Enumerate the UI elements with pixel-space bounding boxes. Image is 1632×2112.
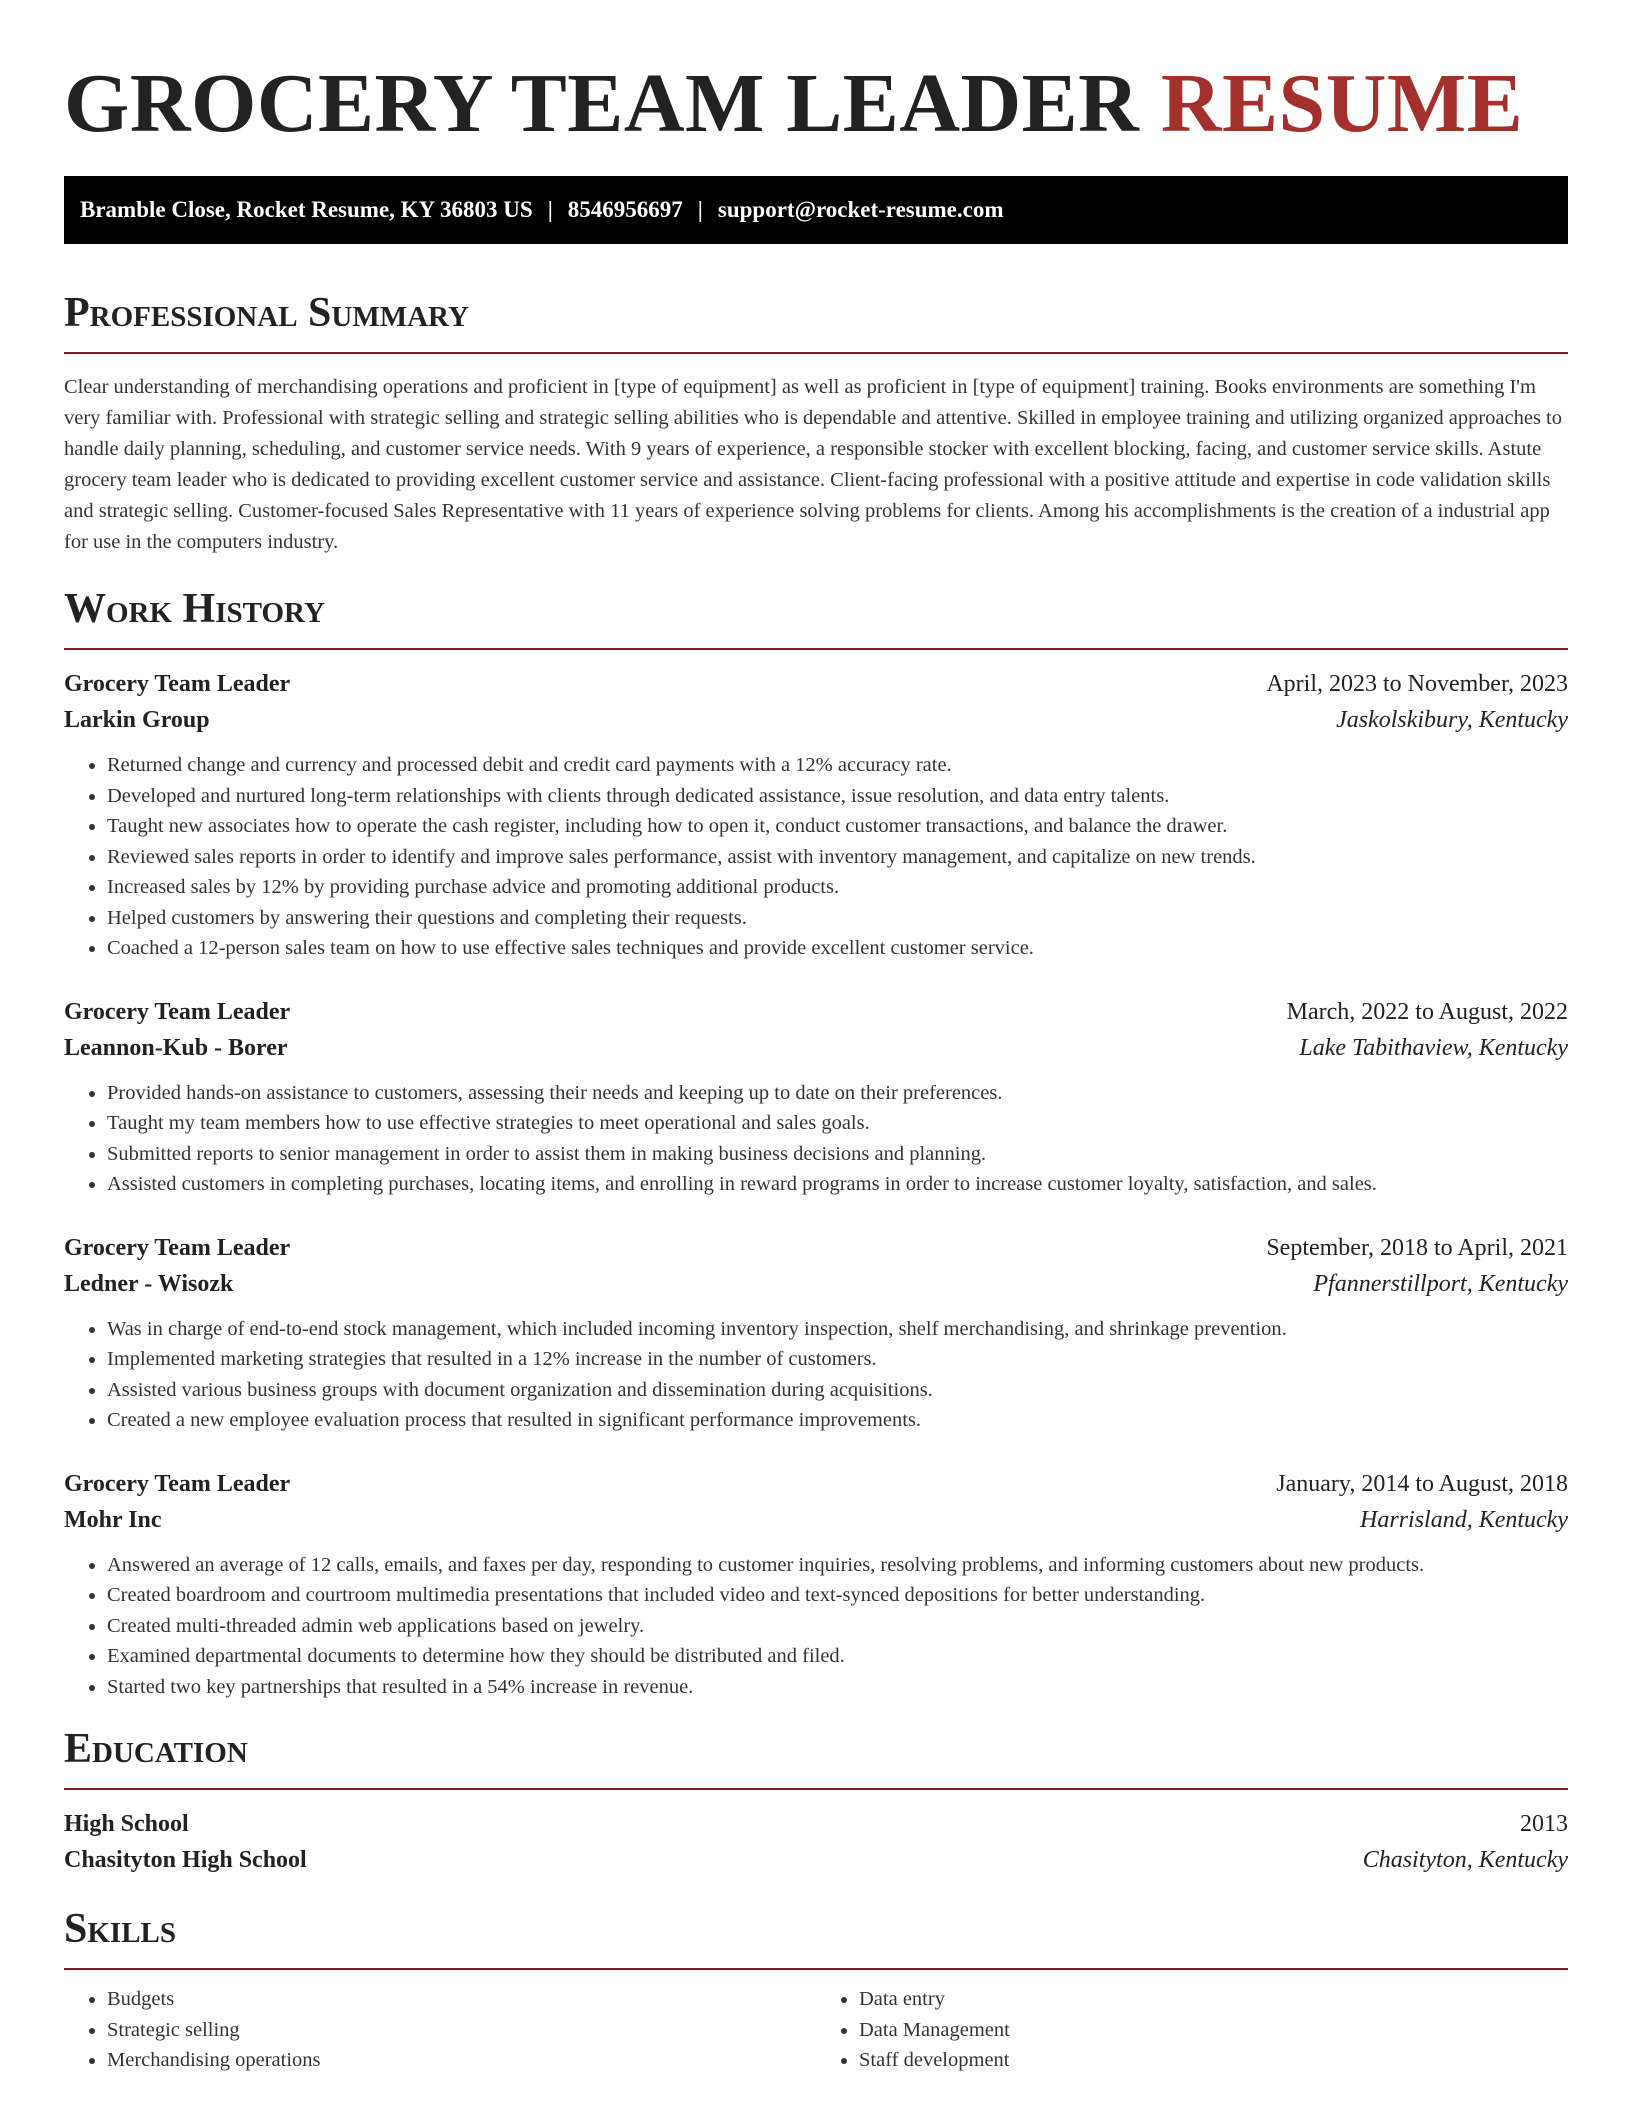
education-year: 2013 <box>1520 1811 1568 1837</box>
job-title: Grocery Team Leader <box>64 1234 291 1261</box>
education-location: Chasityton, Kentucky <box>1362 1847 1568 1873</box>
job-bullet: • Created boardroom and courtroom multimedia presentations that included video and text-synced depositions for better understanding. <box>107 1580 1568 1611</box>
education-degree: High School <box>64 1811 189 1837</box>
job-bullets <box>64 1078 1568 1200</box>
job-entry <box>64 1466 1568 1703</box>
skills-heading: Skills <box>64 1906 177 1952</box>
education-row <box>64 1842 1568 1878</box>
job-header-row <box>64 1230 1568 1266</box>
job-list <box>64 666 1568 1702</box>
skill-item: • Data entry <box>859 1984 1568 2015</box>
job-company: Ledner - Wisozk <box>64 1270 234 1297</box>
job-bullet: • Provided hands-on assistance to customers, assessing their needs and keeping up to date on their preferences. <box>107 1078 1568 1109</box>
job-bullet: • Created multi-threaded admin web applications based on jewelry. <box>107 1611 1568 1642</box>
job-bullets <box>64 1550 1568 1703</box>
education-entry <box>64 1806 1568 1878</box>
resume-title <box>64 0 1568 152</box>
job-entry <box>64 666 1568 964</box>
skills-list-left <box>64 1984 816 2076</box>
job-company: Mohr Inc <box>64 1506 162 1533</box>
job-bullet: • Assisted various business groups with document organization and dissemination during acquisitions. <box>107 1375 1568 1406</box>
job-dates: January, 2014 to August, 2018 <box>1276 1470 1568 1497</box>
skills-list-right <box>816 1984 1568 2076</box>
contact-address: Bramble Close, Rocket Resume, KY 36803 US <box>80 197 533 222</box>
section-divider <box>64 1788 1568 1790</box>
job-dates: March, 2022 to August, 2022 <box>1286 998 1568 1025</box>
work-history-section <box>64 584 1568 1702</box>
job-bullet: • Was in charge of end-to-end stock management, which included incoming inventory inspection, shelf merchandising, and shrinkage prevention. <box>107 1314 1568 1345</box>
job-header-row <box>64 994 1568 1030</box>
job-dates: April, 2023 to November, 2023 <box>1266 671 1568 697</box>
skill-item: • Staff development <box>859 2045 1568 2076</box>
section-divider <box>64 1968 1568 1970</box>
contact-bar <box>64 176 1568 244</box>
job-company-row <box>64 702 1568 738</box>
job-company: Leannon-Kub - Borer <box>64 1034 288 1061</box>
education-row <box>64 1806 1568 1842</box>
job-title: Grocery Team Leader <box>64 998 291 1025</box>
job-location: Jaskolskibury, Kentucky <box>1336 707 1568 733</box>
contact-separator: | <box>547 197 553 222</box>
job-location: Lake Tabithaview, Kentucky <box>1299 1034 1568 1061</box>
resume-title-main: GROCERY TEAM LEADER <box>64 57 1140 150</box>
education-heading: Education <box>64 1726 248 1772</box>
job-company-row <box>64 1502 1568 1538</box>
job-bullets <box>64 1314 1568 1436</box>
skills-section <box>64 1904 1568 2076</box>
skill-item: • Merchandising operations <box>107 2045 816 2076</box>
job-company: Larkin Group <box>64 707 210 733</box>
job-bullet: • Assisted customers in completing purchases, locating items, and enrolling in reward programs in order to increase customer loyalty, satisfaction, and sales. <box>107 1169 1568 1200</box>
job-company-row <box>64 1030 1568 1066</box>
job-header-row <box>64 666 1568 702</box>
summary-section <box>64 288 1568 558</box>
skill-item: • Budgets <box>107 1984 816 2015</box>
job-bullet: • Created a new employee evaluation process that resulted in significant performance improvements. <box>107 1405 1568 1436</box>
contact-phone: 8546956697 <box>567 197 683 222</box>
job-bullet: • Implemented marketing strategies that resulted in a 12% increase in the number of customers. <box>107 1344 1568 1375</box>
job-bullet: • Taught my team members how to use effective strategies to meet operational and sales goals. <box>107 1108 1568 1139</box>
job-bullet: • Started two key partnerships that resulted in a 54% increase in revenue. <box>107 1672 1568 1703</box>
skills-columns <box>64 1984 1568 2076</box>
job-bullets <box>64 750 1568 964</box>
job-bullet: • Increased sales by 12% by providing purchase advice and promoting additional products. <box>107 872 1568 903</box>
job-dates: September, 2018 to April, 2021 <box>1266 1234 1568 1261</box>
summary-heading: Professional Summary <box>64 290 469 336</box>
job-bullet: • Submitted reports to senior management in order to assist them in making business decisions and planning. <box>107 1139 1568 1170</box>
job-location: Pfannerstillport, Kentucky <box>1313 1270 1568 1297</box>
job-bullet: • Answered an average of 12 calls, emails, and faxes per day, responding to customer inquiries, resolving problems, and informing customers about new products. <box>107 1550 1568 1581</box>
job-bullet: • Examined departmental documents to determine how they should be distributed and filed. <box>107 1641 1568 1672</box>
contact-email: support@rocket-resume.com <box>717 197 1004 222</box>
job-bullet: • Returned change and currency and processed debit and credit card payments with a 12% accuracy rate. <box>107 750 1568 781</box>
job-title: Grocery Team Leader <box>64 671 291 697</box>
education-school: Chasityton High School <box>64 1847 307 1873</box>
job-header-row <box>64 1466 1568 1502</box>
job-bullet: • Helped customers by answering their questions and completing their requests. <box>107 903 1568 934</box>
education-section <box>64 1724 1568 1878</box>
job-title: Grocery Team Leader <box>64 1470 291 1497</box>
job-bullet: • Coached a 12-person sales team on how to use effective sales techniques and provide excellent customer service. <box>107 933 1568 964</box>
job-entry <box>64 994 1568 1200</box>
job-bullet: • Reviewed sales reports in order to identify and improve sales performance, assist with inventory management, and capitalize on new trends. <box>107 842 1568 873</box>
job-location: Harrisland, Kentucky <box>1360 1506 1568 1533</box>
section-divider <box>64 648 1568 650</box>
job-company-row <box>64 1266 1568 1302</box>
skill-item: • Data Management <box>859 2015 1568 2046</box>
section-divider <box>64 352 1568 354</box>
summary-text: Clear understanding of merchandising operations and proficient in [type of equipment] as well as proficient in [type of equipment] training. Books environments are something I'm very familiar with. Professional with strategic selling and strategic selling abilities who is dependable and attentive. Skilled in employee training and utilizing organized approaches to handle daily planning, scheduling, and customer service needs. With 9 years of experience, a responsible stocker with excellent blocking, facing, and customer service skills. Astute grocery team leader who is dedicated to providing excellent customer service and assistance. Client-facing professional with a positive attitude and expertise in code validation skills and strategic selling. Customer-focused Sales Representative with 11 years of experience solving problems for clients. Among his accomplishments is the creation of a industrial app for use in the computers industry. <box>64 376 1563 553</box>
job-entry <box>64 1230 1568 1436</box>
job-bullet: • Developed and nurtured long-term relationships with clients through dedicated assistance, issue resolution, and data entry talents. <box>107 781 1568 812</box>
contact-separator: | <box>697 197 703 222</box>
job-bullet: • Taught new associates how to operate the cash register, including how to open it, conduct customer transactions, and balance the drawer. <box>107 811 1568 842</box>
work-history-heading: Work History <box>64 586 325 632</box>
skill-item: • Strategic selling <box>107 2015 816 2046</box>
resume-title-accent: RESUME <box>1160 57 1524 150</box>
